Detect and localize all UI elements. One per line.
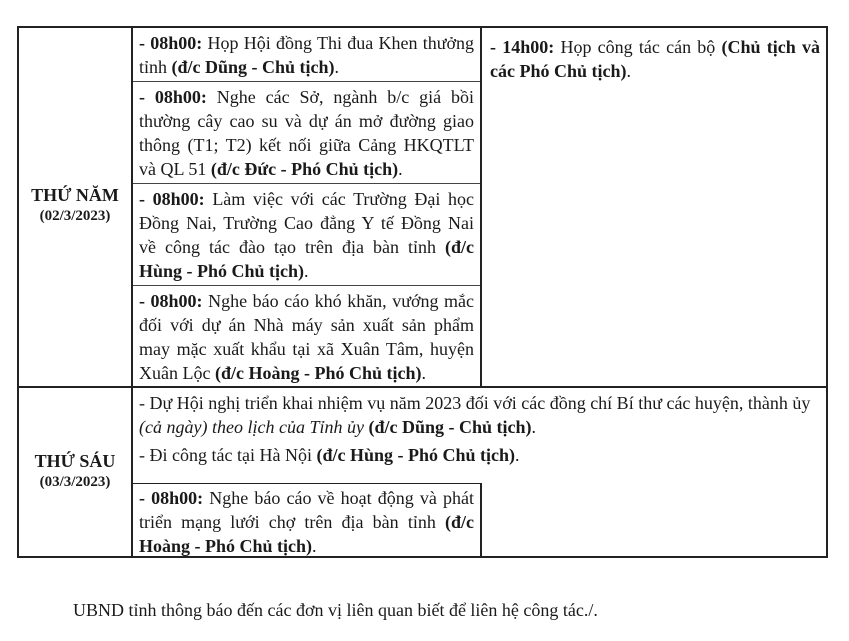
schedule-item (133, 391, 823, 439)
item-text: Nghe các Sở, ngành b/c giá bồi thường cây cao su và dự án mở đường giao thông (T1; T2) kết nối giữa Cảng HKQTLT và QL 51 (139, 87, 474, 179)
item-lead: (đ/c Dũng - Chủ tịch) (171, 57, 335, 77)
item-text: - Dự Hội nghị triển khai nhiệm vụ năm 2023 đối với các đồng chí Bí thư các huyện, thành ủy (139, 393, 811, 413)
schedule-item (133, 187, 480, 283)
thursday-day-cell (19, 184, 131, 226)
item-time: - 08h00: (139, 189, 205, 209)
day-date: (03/3/2023) (39, 474, 111, 490)
item-text: - Đi công tác tại Hà Nội (139, 445, 317, 465)
item-separator (133, 81, 480, 82)
item-tail: . (304, 261, 309, 281)
item-tail: . (531, 417, 536, 437)
day-name: THỨ NĂM (31, 185, 119, 205)
item-lead: (đ/c Dũng - Chủ tịch) (368, 417, 532, 437)
friday-morning-top-border (131, 483, 481, 484)
thursday-morning-cell (133, 31, 480, 385)
schedule-item (133, 443, 823, 467)
item-separator (133, 285, 480, 286)
item-tail: . (514, 445, 520, 465)
item-time: - 08h00: (139, 291, 203, 311)
item-time: - 08h00: (139, 87, 207, 107)
session-column-divider-thursday (480, 28, 482, 386)
friday-day-cell (19, 450, 131, 492)
item-lead: (đ/c Hoàng - Phó Chủ tịch) (139, 512, 474, 556)
item-text: Họp Hội đồng Thi đua Khen thưởng tỉnh (139, 33, 474, 77)
session-column-divider-friday (480, 483, 482, 556)
item-text: Họp công tác cán bộ (554, 37, 722, 57)
item-time: - 08h00: (139, 488, 204, 508)
day-date: (02/3/2023) (39, 208, 111, 224)
item-time: - 08h00: (139, 33, 203, 53)
closing-note: UBND tỉnh thông báo đến các đơn vị liên quan biết để liên hệ công tác./. (73, 600, 598, 620)
friday-morning-cell (133, 486, 480, 558)
friday-all-day-cell (133, 391, 823, 467)
item-text: Nghe báo cáo khó khăn, vướng mắc đối với dự án Nhà máy sản xuất sản phẩm may mặc xuất khẩu tại xã Xuân Tâm, huyện Xuân Lộc (139, 291, 475, 383)
item-text: Làm việc với các Trường Đại học Đồng Nai, Trường Cao đẳng Y tế Đồng Nai về công tác đào tạo trên địa bàn tỉnh (139, 189, 474, 257)
schedule-table (17, 26, 828, 558)
item-lead: (đ/c Đức - Phó Chủ tịch) (210, 159, 399, 179)
thursday-afternoon-cell (484, 35, 826, 83)
day-name: THỨ SÁU (34, 451, 116, 471)
item-tail: . (626, 61, 631, 81)
item-tail: . (312, 536, 317, 556)
item-tail: . (398, 159, 403, 179)
item-lead: (đ/c Hùng - Phó Chủ tịch) (139, 237, 474, 281)
row-divider (19, 386, 826, 388)
item-tail: . (334, 57, 340, 77)
item-time: - 14h00: (490, 37, 555, 57)
item-lead: (đ/c Hùng - Phó Chủ tịch) (316, 445, 515, 465)
item-lead: (Chủ tịch và các Phó Chủ tịch) (490, 37, 821, 81)
schedule-item (133, 85, 480, 181)
item-text: Nghe báo cáo về hoạt động và phát triển mạng lưới chợ trên địa bàn tỉnh (139, 488, 474, 532)
schedule-item (133, 31, 480, 79)
schedule-item (484, 35, 826, 83)
item-separator (133, 183, 480, 184)
item-tail: . (421, 363, 427, 383)
item-note: (cả ngày) theo lịch của Tỉnh ủy (139, 417, 364, 437)
item-lead: (đ/c Hoàng - Phó Chủ tịch) (214, 363, 422, 383)
schedule-item (133, 486, 480, 558)
schedule-item (133, 289, 480, 385)
